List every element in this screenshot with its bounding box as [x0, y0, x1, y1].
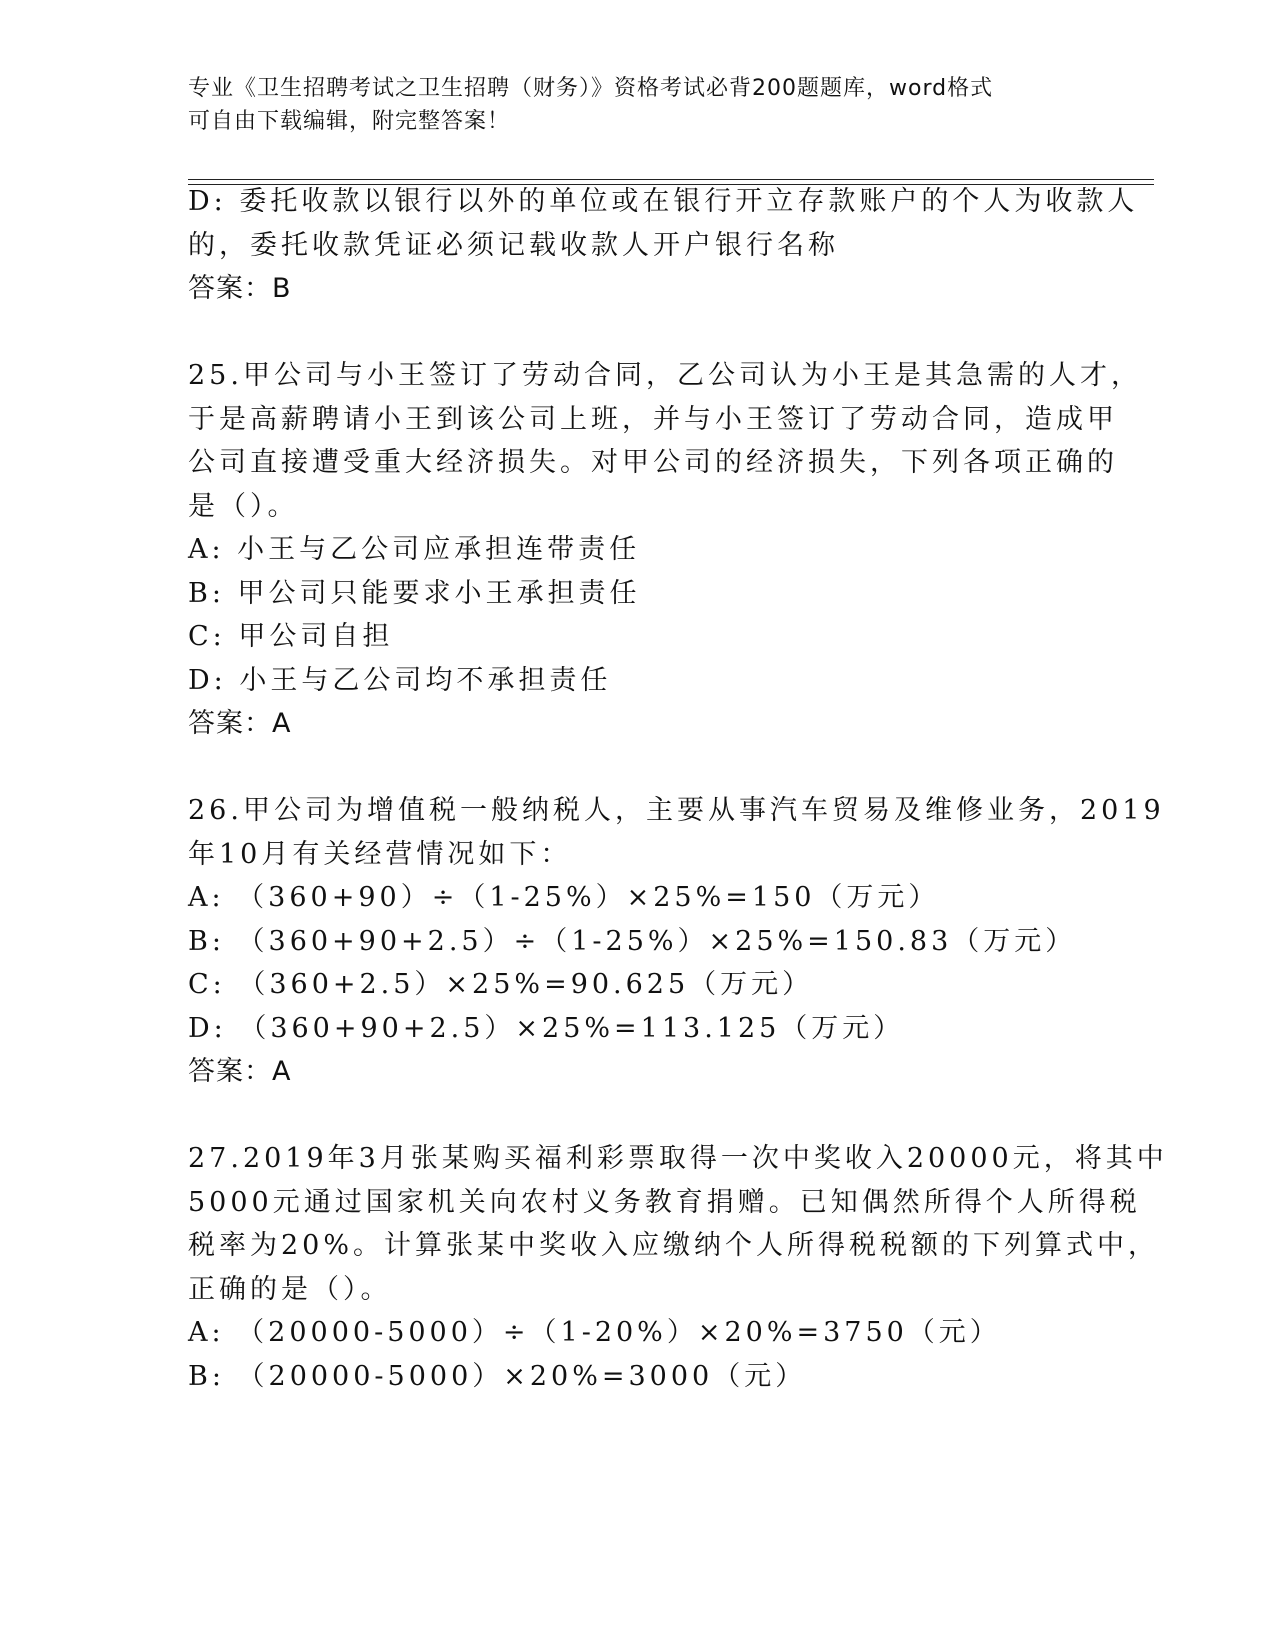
q26-option-d: D: （360+90+2.5）×25%=113.125（万元）	[188, 1013, 905, 1044]
q25-stem-line-3: 公司直接遭受重大经济损失。对甲公司的经济损失，下列各项正确的	[188, 447, 1118, 478]
q25-option-d: D: 小王与乙公司均不承担责任	[188, 665, 612, 696]
q27-stem-line-3: 税率为20%。计算张某中奖收入应缴纳个人所得税税额的下列算式中，	[188, 1230, 1160, 1261]
q25-stem-line-4: 是（）。	[188, 491, 299, 522]
q25-option-a: A: 小王与乙公司应承担连带责任	[188, 534, 641, 565]
q27-option-b: B: （20000-5000）×20%=3000（元）	[188, 1361, 807, 1392]
document-header	[188, 72, 1088, 138]
q26-option-a: A: （360+90）÷（1-25%）×25%=150（万元）	[188, 882, 940, 913]
q26-option-b: B: （360+90+2.5）÷（1-25%）×25%=150.83（万元）	[188, 926, 1077, 957]
q25-option-b: B: 甲公司只能要求小王承担责任	[188, 578, 641, 609]
q25-stem-line-1: 25.甲公司与小王签订了劳动合同，乙公司认为小王是其急需的人才，	[188, 360, 1142, 391]
q25-answer: 答案：A	[188, 708, 292, 739]
q25-stem-line-2: 于是高薪聘请小王到该公司上班，并与小王签订了劳动合同，造成甲	[188, 404, 1118, 435]
q26-option-c: C: （360+2.5）×25%=90.625（万元）	[188, 969, 814, 1000]
header-line-2: 可自由下载编辑，附完整答案！	[188, 109, 511, 134]
header-divider-top	[188, 179, 1154, 180]
q27-option-a: A: （20000-5000）÷（1-20%）×20%=3750（元）	[188, 1317, 1001, 1348]
q27-stem-line-2: 5000元通过国家机关向农村义务教育捐赠。已知偶然所得个人所得税	[188, 1187, 1141, 1218]
header-line-1: 专业《卫生招聘考试之卫生招聘（财务）》资格考试必背200题题库，word格式	[188, 76, 994, 101]
q25-option-c: C: 甲公司自担	[188, 621, 394, 652]
q26-stem-line-2: 年10月有关经营情况如下：	[188, 839, 572, 870]
q24-option-d-line-2: 的，委托收款凭证必须记载收款人开户银行名称	[188, 230, 839, 261]
q27-stem-line-1: 27.2019年3月张某购买福利彩票取得一次中奖收入20000元，将其中	[188, 1143, 1168, 1174]
q27-stem-line-4: 正确的是（）。	[188, 1274, 392, 1305]
q26-stem-line-1: 26.甲公司为增值税一般纳税人，主要从事汽车贸易及维修业务，2019	[188, 795, 1165, 826]
q24-answer: 答案：B	[188, 273, 292, 304]
q24-option-d-line-1: D: 委托收款以银行以外的单位或在银行开立存款账户的个人为收款人	[188, 186, 1139, 217]
q26-answer: 答案：A	[188, 1056, 292, 1087]
